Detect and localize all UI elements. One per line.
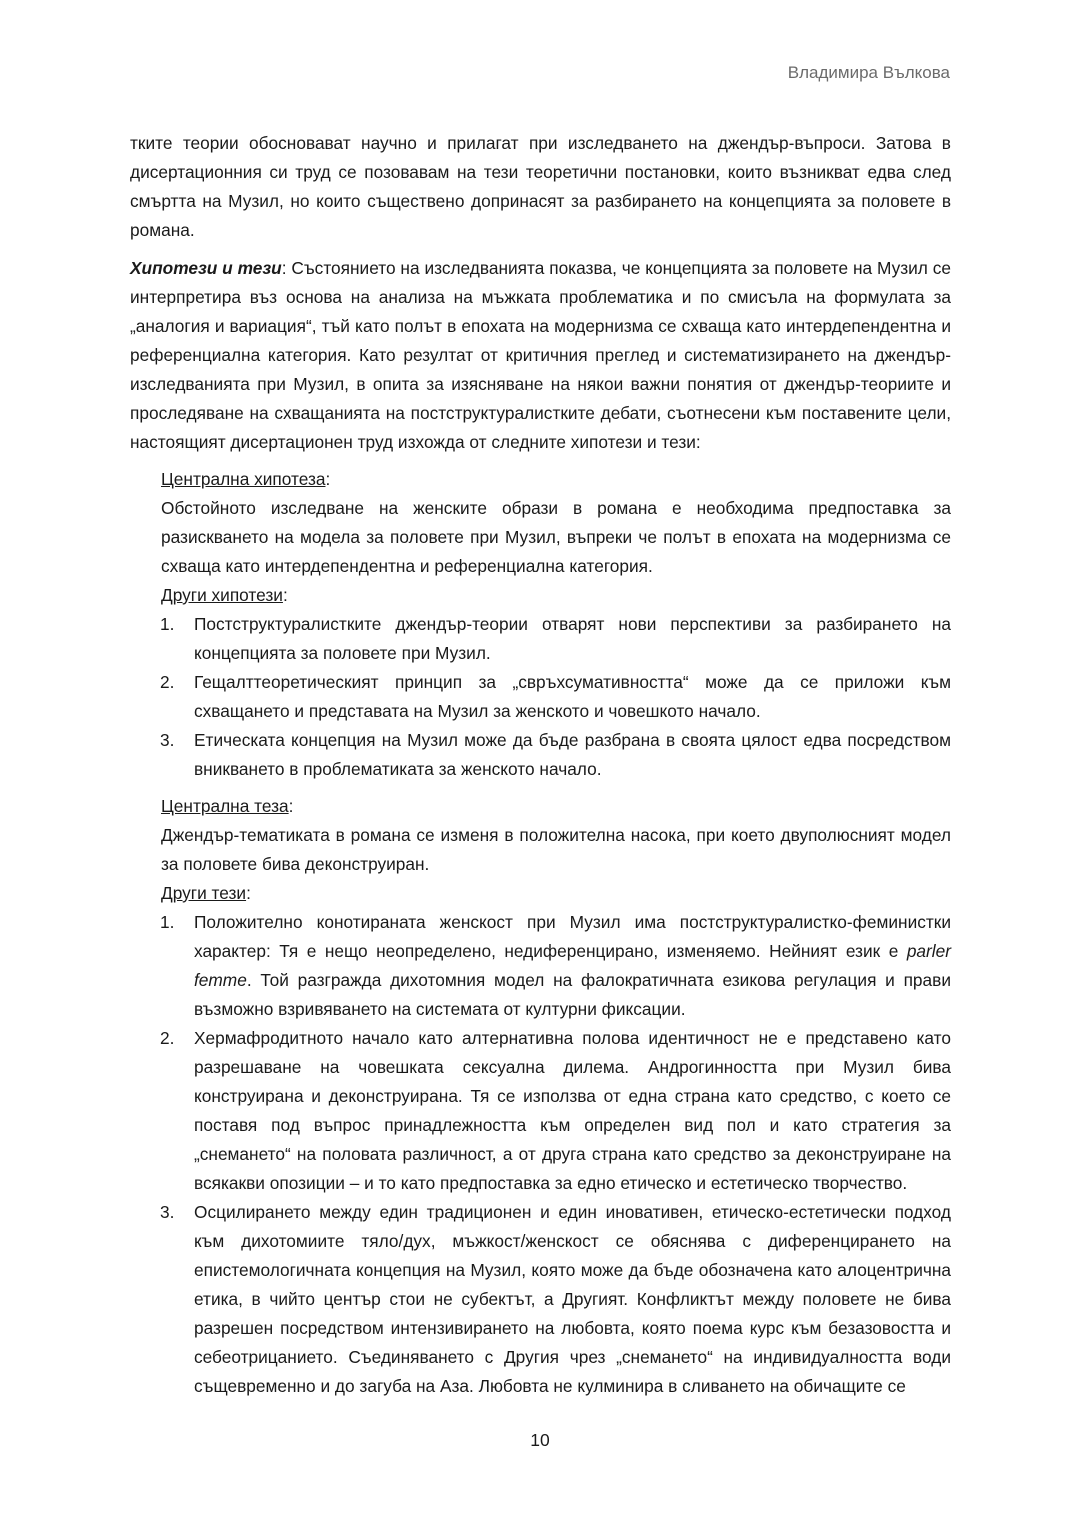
other-hypotheses-list — [130, 610, 951, 784]
list-item-number: 2. — [160, 672, 175, 692]
central-thesis-block — [161, 792, 951, 908]
other-theses-list — [130, 908, 951, 1401]
list-item-text: Гещалттеоретическият принцип за „свръхсумативността“ може да се приложи към схващането и представата на Музил за женското и човешкото начало. — [194, 672, 951, 721]
list-item-text: Постструктуралистките джендър-теории отварят нови перспективи за разбирането на концепцията за половете при Музил. — [194, 614, 951, 663]
central-thesis-colon: : — [288, 796, 294, 816]
list-item — [160, 668, 951, 726]
list-item-number: 1. — [160, 614, 175, 634]
list-item-text: Положително конотираната женскост при Музил има постструктуралистко-феминистки характер: Тя е нещо неопределено, недиференцирано, изменяемо. Нейният език е — [194, 912, 951, 961]
central-hypothesis-block — [161, 465, 951, 610]
hypotheses-paragraph — [130, 254, 951, 457]
list-item-number: 2. — [160, 1028, 175, 1048]
central-hypothesis-heading — [161, 465, 951, 494]
other-theses-colon: : — [246, 883, 251, 903]
intro-paragraph: тките теории обосновават научно и прилагат при изследването на джендър-въпроси. Затова в дисертационния си труд се позовавам на тези теоретични постановки, които възникват едва след смъртта на Музил, но които съществено допринасят за разбирането на концепцията за половете в романа. — [130, 133, 951, 240]
hypotheses-text: : Състоянието на изследванията показва, че концепцията за половете на Музил се интерпретира въз основа на анализа на мъжката проблематика и по смисъла на формулата за „аналогия и вариация“, тъй като полът в епохата на модернизма се схваща като интердепендентна и референциална категория. Като резултат от критичния преглед и систематизирането на джендър-изследванията при Музил, в опита за изясняване на някои важни понятия от джендър-теориите и проследяване на схващанията на постструктуралистките дебати, съотнесени към поставените цели, настоящият дисертационен труд изхожда от следните хипотези и тези: — [130, 258, 951, 452]
other-theses-label: Други тези — [161, 883, 247, 903]
other-theses-heading — [161, 879, 951, 908]
central-thesis-text: Джендър-тематиката в романа се изменя в положителна насока, при което двуполюсният модел за половете бива деконструиран. — [161, 825, 951, 874]
list-item — [160, 1024, 951, 1198]
other-hypotheses-label: Други хипотези — [161, 585, 283, 605]
list-item — [160, 908, 951, 1024]
central-thesis-label: Централна теза — [161, 796, 289, 816]
hypotheses-heading: Хипотези и тези — [130, 258, 282, 278]
list-item-text-continued: . Той разгражда дихотомния модел на фалократичната езикова регулация и прави възможно взривяването на системата от културни фиксации. — [194, 970, 951, 1019]
central-thesis-heading — [161, 792, 951, 821]
running-header-author: Владимира Вълкова — [787, 63, 950, 82]
central-hypothesis-text: Обстойното изследване на женските образи в романа е необходима предпоставка за разискването на модела за половете при Музил, въпреки че полът в епохата на модернизма се схваща като интердепендентна и референциална категория. — [161, 498, 951, 576]
list-item-number: 3. — [160, 1202, 175, 1222]
list-item-text: Осцилирането между един традиционен и един иновативен, етическо-естетически подход към дихотомиите тяло/дух, мъжкост/женскост се обяснява с диференцирането на епистемологичната концепция на Музил, която може да бъде обозначена като алоцентрична етика, в чийто център стои не субектът, а Другият. Конфликтът между половете не бива разрешен посредством интензивирането на любовта, която поема курс към безазовостта и себеотрицанието. Съединяването с Другия чрез „снемането“ на индивидуалността води същевременно и до загуба на Аза. Любовта не кулминира в сливането на обичащите се — [194, 1202, 951, 1396]
list-item-number: 3. — [160, 730, 175, 750]
list-item-text: Етическата концепция на Музил може да бъде разбрана в своята цялост едва посредством вникването в проблематиката за женското начало. — [194, 730, 951, 779]
page-number: 10 — [530, 1430, 550, 1450]
list-item-italic-term: parler femme — [194, 941, 951, 990]
list-item-text: Хермафродитното начало като алтернативна полова идентичност не е представено като разрешаване на човешката сексуална дилема. Андрогинността при Музил бива конструирана и деконструирана. Тя се използва от една страна като средство, с което се поставя под въпрос принадлежността към определен вид пол и като стратегия за „снемането“ на половата различност, а от друга страна като средство за деконструиране на всякакви опозиции – и то като предпоставка за едно етическо и естетическо творчество. — [194, 1028, 951, 1193]
list-item — [160, 726, 951, 784]
list-item — [160, 610, 951, 668]
list-item-number: 1. — [160, 912, 175, 932]
other-hypotheses-colon: : — [282, 585, 288, 605]
list-item — [160, 1198, 951, 1401]
other-hypotheses-heading — [161, 581, 951, 610]
central-hypothesis-colon: : — [325, 469, 331, 489]
central-hypothesis-label: Централна хипотеза — [161, 469, 326, 489]
page-body — [130, 129, 951, 1401]
